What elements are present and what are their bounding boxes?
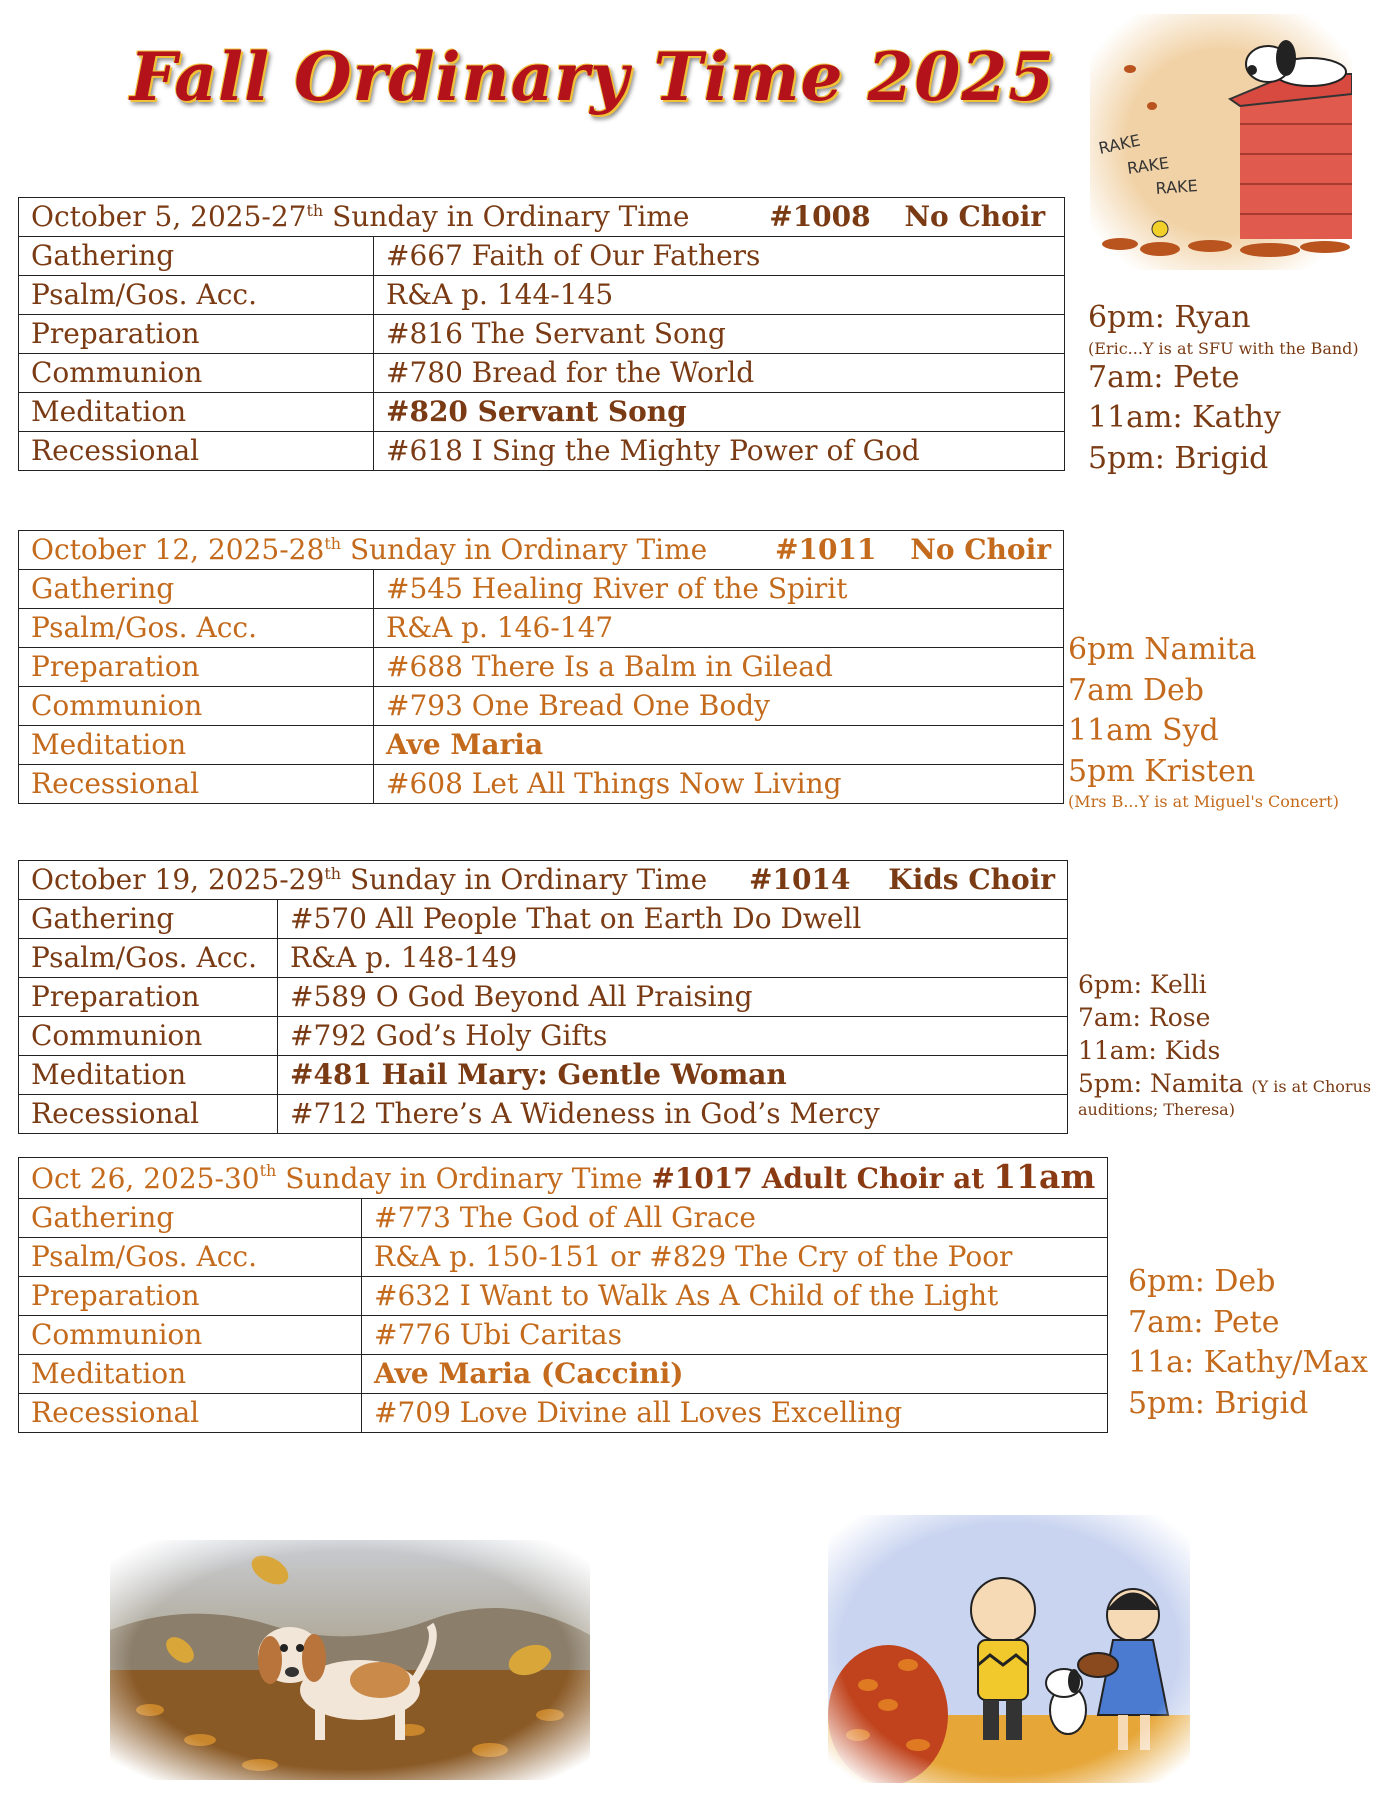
note-line: 6pm: Deb [1128, 1264, 1276, 1299]
row-value: #589 O God Beyond All Praising [278, 978, 1068, 1017]
note-line: 11am Syd [1068, 713, 1219, 748]
section-number: #1008 [769, 200, 871, 233]
row-value: #545 Healing River of the Spirit [374, 570, 1064, 609]
table-row [19, 315, 1065, 354]
row-label: Meditation [19, 726, 374, 765]
row-value: R&A p. 146-147 [374, 609, 1064, 648]
table-row [19, 1056, 1068, 1095]
row-value: #776 Ubi Caritas [362, 1316, 1108, 1355]
row-label: Communion [19, 1017, 278, 1056]
note-line: 7am: Rose [1078, 1003, 1211, 1032]
row-value: #816 The Servant Song [374, 315, 1065, 354]
row-value: #712 There’s A Wideness in God’s Mercy [278, 1095, 1068, 1134]
row-label: Gathering [19, 900, 278, 939]
note-line: 7am: Pete [1088, 359, 1240, 395]
section-notes-oct-26 [1128, 1262, 1368, 1424]
section-notes-oct-19 [1078, 968, 1371, 1119]
row-value: #481 Hail Mary: Gentle Woman [278, 1056, 1068, 1095]
row-label: Meditation [19, 393, 374, 432]
ordinal-suffix: th [324, 534, 342, 553]
table-row [19, 1277, 1108, 1316]
schedule-table-oct-26 [18, 1157, 1108, 1433]
row-value: #793 One Bread One Body [374, 687, 1064, 726]
row-value: #618 I Sing the Mighty Power of God [374, 432, 1065, 471]
row-label: Psalm/Gos. Acc. [19, 609, 374, 648]
row-label: Psalm/Gos. Acc. [19, 276, 374, 315]
row-value: #688 There Is a Balm in Gilead [374, 648, 1064, 687]
table-header-row [19, 1158, 1108, 1199]
section-header [19, 861, 1068, 900]
schedule-table-oct-12 [18, 530, 1064, 804]
rake-text-2: RAKE [1125, 153, 1171, 178]
table-row [19, 1316, 1108, 1355]
section-date: October 5, 2025-27 [31, 200, 307, 233]
note-line: 6pm Namita [1068, 632, 1257, 667]
row-label: Communion [19, 687, 374, 726]
section-date: Oct 26, 2025-30 [31, 1162, 260, 1195]
note-line: (Eric...Y is at SFU with the Band) [1088, 338, 1359, 358]
section-sunday: Sunday in Ordinary Time [323, 200, 690, 233]
row-label: Communion [19, 354, 374, 393]
row-value: #632 I Want to Walk As A Child of the Light [362, 1277, 1108, 1316]
section-number: #1017 [651, 1162, 753, 1195]
note-line: 5pm: Brigid [1128, 1385, 1309, 1421]
note-line: (Mrs B...Y is at Miguel's Concert) [1068, 792, 1339, 811]
note-line: 11am: Kathy [1088, 400, 1281, 436]
choir-status: Kids Choir [888, 863, 1056, 896]
note-line: 5pm: Namita [1078, 1069, 1244, 1098]
row-label: Preparation [19, 315, 374, 354]
section-notes-oct-5 [1088, 298, 1359, 479]
section-header [19, 198, 1065, 237]
row-value: R&A p. 144-145 [374, 276, 1065, 315]
row-value: #667 Faith of Our Fathers [374, 237, 1065, 276]
row-value: R&A p. 148-149 [278, 939, 1068, 978]
section-date: October 12, 2025-28 [31, 533, 325, 566]
table-row [19, 978, 1068, 1017]
table-row [19, 1017, 1068, 1056]
table-row [19, 726, 1064, 765]
note-line: 6pm: Ryan [1088, 300, 1251, 335]
note-line: (Y is at Chorus [1251, 1077, 1372, 1096]
table-row [19, 432, 1065, 471]
snoopy-doghouse-image [1090, 14, 1352, 270]
row-label: Meditation [19, 1355, 362, 1394]
row-value: #792 God’s Holy Gifts [278, 1017, 1068, 1056]
row-label: Meditation [19, 1056, 278, 1095]
schedule-table-oct-19 [18, 860, 1068, 1134]
choir-status: Adult Choir at [761, 1162, 985, 1195]
section-date: October 19, 2025-29 [31, 863, 325, 896]
note-line: 11am: Kids [1078, 1036, 1221, 1065]
note-line: 6pm: Kelli [1078, 970, 1207, 999]
table-header-row [19, 531, 1064, 570]
rake-text-3: RAKE [1154, 176, 1199, 198]
row-label: Communion [19, 1316, 362, 1355]
table-row [19, 276, 1065, 315]
ordinal-suffix: th [306, 201, 324, 220]
dog-autumn-leaves-image [110, 1540, 590, 1780]
section-number: #1014 [749, 863, 851, 896]
table-row [19, 1238, 1108, 1277]
page-title: Fall Ordinary Time 2025 [130, 38, 1056, 116]
choir-status: No Choir [904, 200, 1046, 233]
choir-time: 11am [993, 1157, 1096, 1196]
table-header-row [19, 861, 1068, 900]
note-line: 5pm Kristen [1068, 753, 1256, 789]
row-label: Recessional [19, 1394, 362, 1433]
table-row [19, 1355, 1108, 1394]
section-sunday: Sunday in Ordinary Time [276, 1162, 652, 1195]
row-label: Preparation [19, 1277, 362, 1316]
note-line: 5pm: Brigid [1088, 440, 1269, 476]
table-row [19, 1095, 1068, 1134]
row-label: Psalm/Gos. Acc. [19, 1238, 362, 1277]
row-value: #820 Servant Song [374, 393, 1065, 432]
note-line: auditions; Theresa) [1078, 1100, 1235, 1119]
row-value: #780 Bread for the World [374, 354, 1065, 393]
choir-status: No Choir [910, 533, 1051, 566]
section-number: #1011 [775, 533, 877, 566]
row-value: #709 Love Divine all Loves Excelling [362, 1394, 1108, 1433]
row-label: Gathering [19, 570, 374, 609]
row-value: R&A p. 150-151 or #829 The Cry of the Poor [362, 1238, 1108, 1277]
row-value: #773 The God of All Grace [362, 1199, 1108, 1238]
ordinal-suffix: th [324, 864, 342, 883]
note-line: 7am Deb [1068, 672, 1204, 708]
table-row [19, 687, 1064, 726]
section-sunday: Sunday in Ordinary Time [341, 863, 708, 896]
table-header-row [19, 198, 1065, 237]
table-row [19, 237, 1065, 276]
peanuts-gang-image [828, 1515, 1190, 1783]
note-line: 7am: Pete [1128, 1304, 1280, 1340]
schedule-table-oct-5 [18, 197, 1065, 471]
row-label: Preparation [19, 978, 278, 1017]
section-header [19, 1158, 1108, 1199]
ordinal-suffix: th [259, 1161, 277, 1180]
table-row [19, 354, 1065, 393]
section-notes-oct-12 [1068, 630, 1339, 813]
row-label: Gathering [19, 237, 374, 276]
section-header [19, 531, 1064, 570]
row-label: Psalm/Gos. Acc. [19, 939, 278, 978]
row-value: #608 Let All Things Now Living [374, 765, 1064, 804]
table-row [19, 939, 1068, 978]
row-label: Gathering [19, 1199, 362, 1238]
table-row [19, 900, 1068, 939]
table-row [19, 393, 1065, 432]
row-value: Ave Maria [374, 726, 1064, 765]
section-sunday: Sunday in Ordinary Time [341, 533, 708, 566]
row-label: Recessional [19, 432, 374, 471]
note-line: 11a: Kathy/Max [1128, 1345, 1368, 1380]
table-row [19, 765, 1064, 804]
row-label: Recessional [19, 1095, 278, 1134]
rake-text-1: RAKE [1096, 130, 1142, 158]
row-value: #570 All People That on Earth Do Dwell [278, 900, 1068, 939]
row-value: Ave Maria (Caccini) [362, 1355, 1108, 1394]
table-row [19, 1199, 1108, 1238]
table-row [19, 1394, 1108, 1433]
row-label: Recessional [19, 765, 374, 804]
table-row [19, 570, 1064, 609]
row-label: Preparation [19, 648, 374, 687]
table-row [19, 648, 1064, 687]
table-row [19, 609, 1064, 648]
